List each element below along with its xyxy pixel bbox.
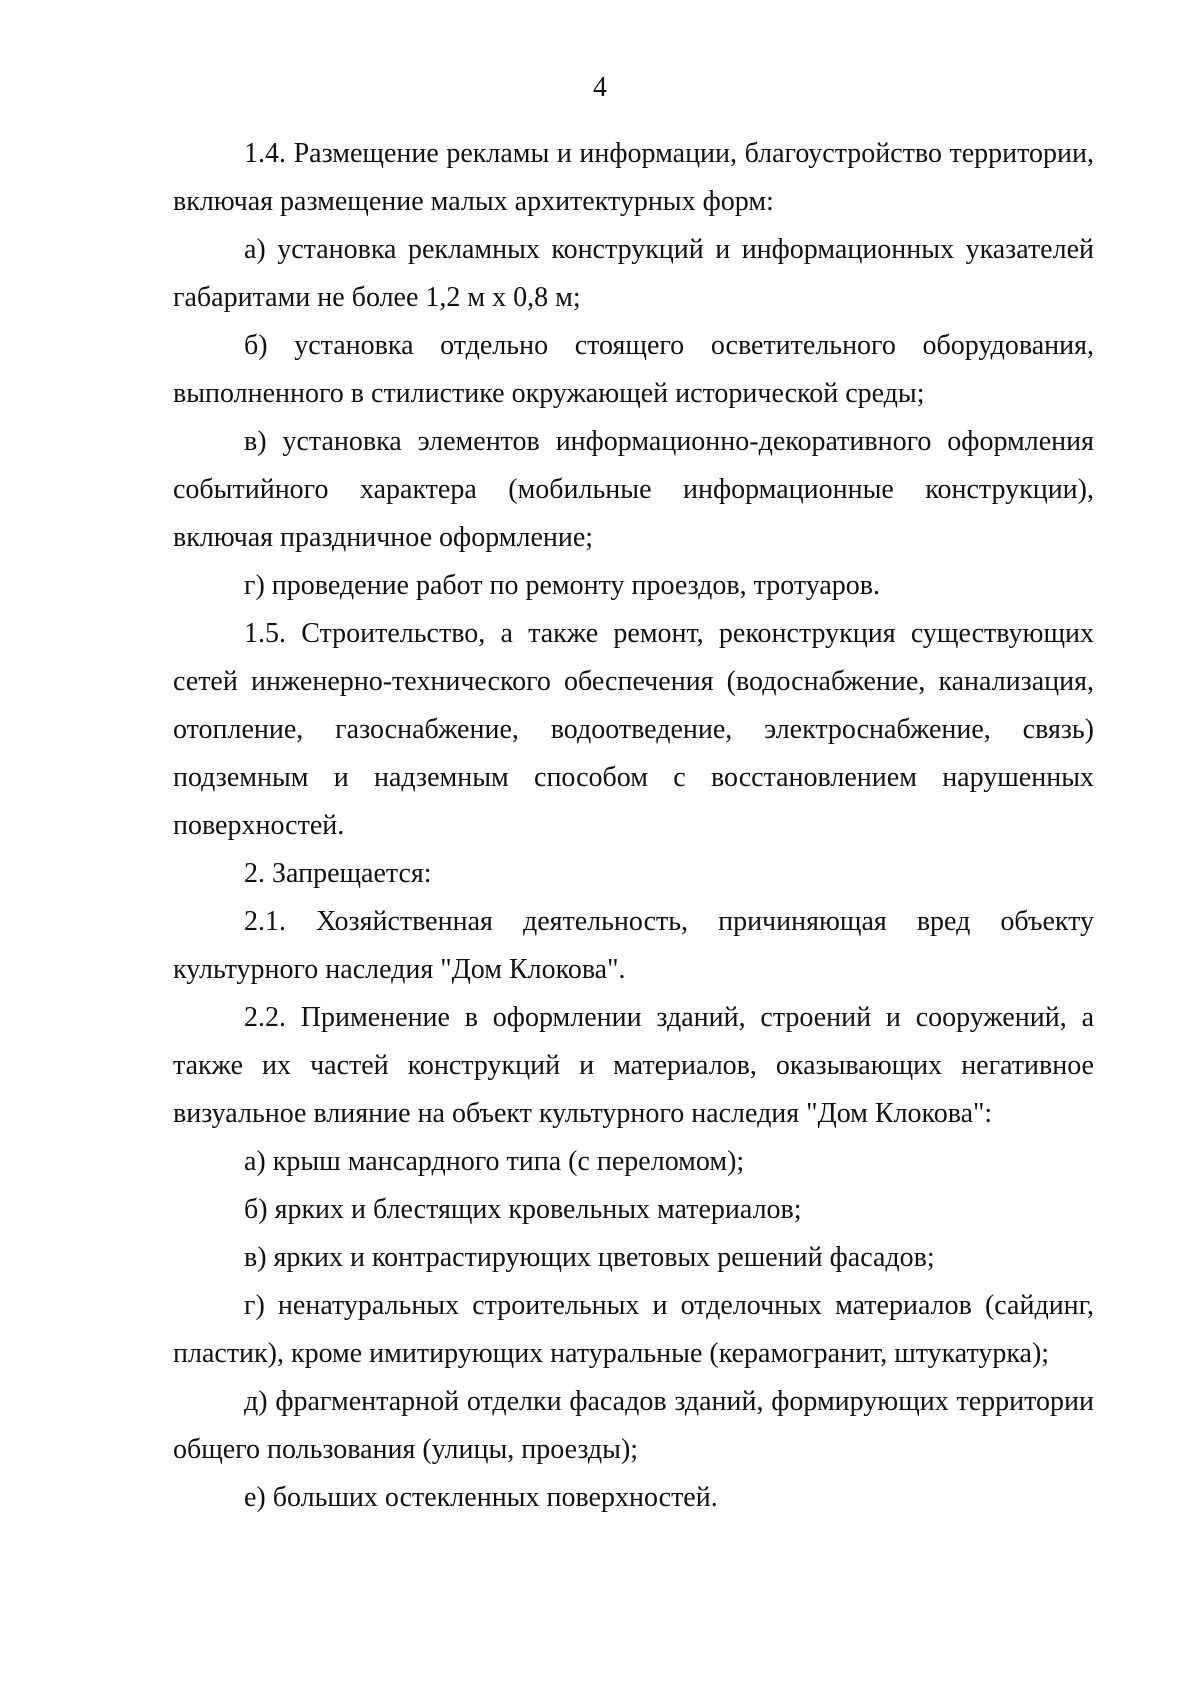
clause-2-2-v: в) ярких и контрастирующих цветовых решений фасадов; <box>244 1242 935 1273</box>
clause-2-2-g: г) ненатуральных строительных и отделочных материалов (сайдинг, пластик), кроме имитирующих натуральные (керамогранит, штукатурка); <box>173 1290 1094 1369</box>
clause-2-2-e: е) больших остекленных поверхностей. <box>244 1482 718 1513</box>
clause-1-4-b: б) установка отдельно стоящего осветительного оборудования, выполненного в стилистике окружающей исторической среды; <box>173 330 1094 409</box>
page-number: 4 <box>593 72 607 103</box>
clause-2-2-a: а) крыш мансардного типа (с переломом); <box>244 1146 745 1177</box>
clause-1-4: 1.4. Размещение рекламы и информации, благоустройство территории, включая размещение малых архитектурных форм: <box>173 138 1094 217</box>
clause-2-2: 2.2. Применение в оформлении зданий, строений и сооружений, а также их частей конструкций и материалов, оказывающих негативное визуальное влияние на объект культурного наследия "Дом Клокова": <box>173 1002 1094 1129</box>
clause-1-5: 1.5. Строительство, а также ремонт, реконструкция существующих сетей инженерно-технического обеспечения (водоснабжение, канализация, отопление, газоснабжение, водоотведение, электроснабжение, связь) подземным и надземным способом с восстановлением нарушенных поверхностей. <box>173 618 1094 841</box>
clause-2-2-d: д) фрагментарной отделки фасадов зданий, формирующих территории общего пользования (улицы, проезды); <box>173 1386 1094 1465</box>
clause-1-4-g: г) проведение работ по ремонту проездов, тротуаров. <box>244 570 880 601</box>
clause-2-1: 2.1. Хозяйственная деятельность, причиняющая вред объекту культурного наследия "Дом Клокова". <box>173 906 1094 985</box>
clause-1-4-v: в) установка элементов информационно-декоративного оформления событийного характера (мобильные информационные конструкции), включая праздничное оформление; <box>173 426 1094 553</box>
section-2-heading: 2. Запрещается: <box>244 858 432 889</box>
clause-1-4-a: а) установка рекламных конструкций и информационных указателей габаритами не более 1,2 м х 0,8 м; <box>173 234 1094 313</box>
clause-2-2-b: б) ярких и блестящих кровельных материалов; <box>244 1194 802 1225</box>
document-body <box>173 130 1094 1522</box>
